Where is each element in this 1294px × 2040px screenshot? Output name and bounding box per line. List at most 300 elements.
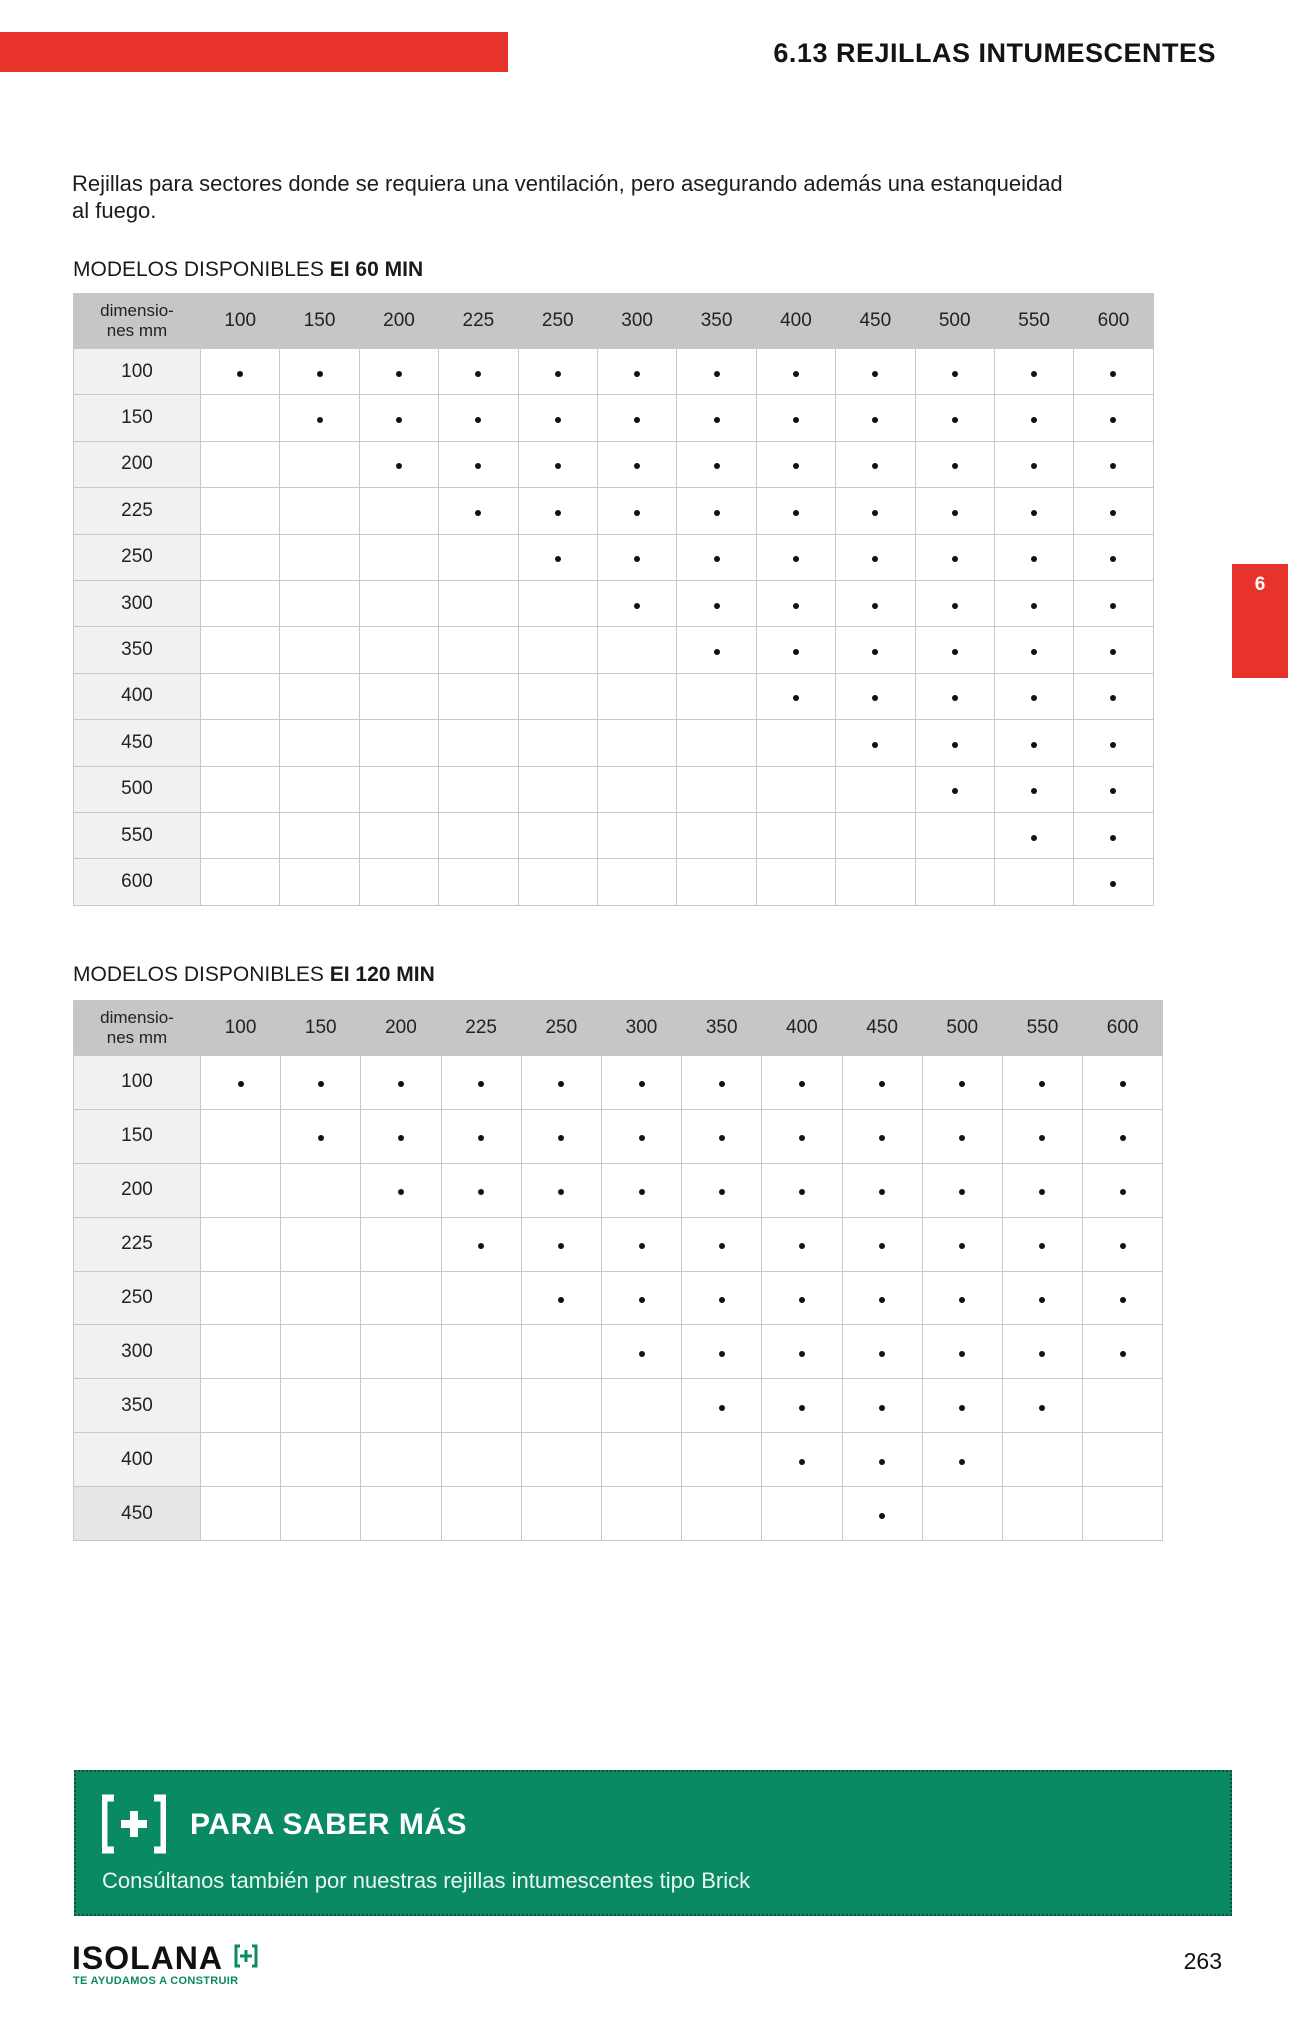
availability-cell [597,580,676,626]
available-dot-icon [1031,695,1037,701]
availability-cell [361,1379,441,1433]
column-header: 100 [201,294,280,349]
available-dot-icon [952,463,958,469]
availability-cell [201,766,280,812]
available-dot-icon [952,510,958,516]
availability-cell [521,1056,601,1110]
availability-cell [361,1163,441,1217]
availability-cell [842,1109,922,1163]
available-dot-icon [1110,463,1116,469]
column-header: 600 [1083,1001,1163,1056]
availability-cell [597,766,676,812]
availability-cell [677,720,756,766]
availability-cell [994,395,1073,441]
available-dot-icon [478,1081,484,1087]
available-dot-icon [714,371,720,377]
availability-cell [518,395,597,441]
availability-cell [201,441,280,487]
available-dot-icon [952,603,958,609]
column-header: 500 [922,1001,1002,1056]
availability-cell [1002,1056,1082,1110]
available-dot-icon [558,1189,564,1195]
column-header: 600 [1074,294,1153,349]
availability-cell [359,859,438,905]
availability-cell [836,488,915,534]
dimension-corner-label: dimensio- nes mm [74,1001,201,1056]
column-header: 400 [762,1001,842,1056]
header-red-bar [0,32,508,72]
availability-cell [280,580,359,626]
column-header: 400 [756,294,835,349]
available-dot-icon [634,463,640,469]
availability-cell [601,1109,681,1163]
availability-cell [994,488,1073,534]
availability-cell [441,1433,521,1487]
available-dot-icon [1110,649,1116,655]
row-header: 550 [74,812,201,858]
available-dot-icon [475,371,481,377]
info-box-title: PARA SABER MÁS [190,1808,468,1841]
available-dot-icon [1110,510,1116,516]
availability-cell [518,673,597,719]
row-header: 250 [74,1271,201,1325]
available-dot-icon [398,1135,404,1141]
availability-cell [1002,1271,1082,1325]
row-header: 150 [74,1109,201,1163]
availability-cell [922,1325,1002,1379]
availability-cell [201,859,280,905]
availability-cell [518,720,597,766]
table-row [74,1217,1163,1271]
availability-cell [915,859,994,905]
available-dot-icon [1120,1135,1126,1141]
availability-cell [441,1379,521,1433]
available-dot-icon [1120,1297,1126,1303]
availability-cell [1074,812,1153,858]
availability-cell [1083,1487,1163,1541]
available-dot-icon [714,649,720,655]
row-header: 100 [74,349,201,395]
available-dot-icon [719,1405,725,1411]
availability-cell [1083,1109,1163,1163]
column-header: 350 [677,294,756,349]
available-dot-icon [879,1135,885,1141]
row-header: 400 [74,673,201,719]
available-dot-icon [799,1405,805,1411]
availability-cell [994,441,1073,487]
available-dot-icon [475,463,481,469]
available-dot-icon [799,1081,805,1087]
availability-cell [439,673,518,719]
availability-cell [281,1217,361,1271]
available-dot-icon [872,510,878,516]
chapter-tab-label: 6 [1254,574,1266,595]
column-header: 225 [441,1001,521,1056]
available-dot-icon [872,463,878,469]
availability-cell [836,627,915,673]
plus-bracket-icon [102,1794,166,1854]
availability-cell [601,1217,681,1271]
availability-cell [201,1056,281,1110]
available-dot-icon [1031,835,1037,841]
table-row [74,1109,1163,1163]
availability-cell [762,1056,842,1110]
availability-cell [836,349,915,395]
column-header: 250 [518,294,597,349]
availability-cell [1083,1163,1163,1217]
available-dot-icon [719,1351,725,1357]
table-1-heading [73,258,423,282]
available-dot-icon [475,417,481,423]
availability-cell [441,1325,521,1379]
availability-cell [682,1109,762,1163]
available-dot-icon [872,371,878,377]
available-dot-icon [879,1405,885,1411]
availability-cell [518,349,597,395]
availability-cell [439,859,518,905]
availability-cell [842,1379,922,1433]
available-dot-icon [634,417,640,423]
availability-cell [922,1109,1002,1163]
availability-cell [1074,395,1153,441]
available-dot-icon [555,463,561,469]
availability-cell [762,1217,842,1271]
availability-cell [756,395,835,441]
availability-cell [677,441,756,487]
availability-cell [201,1325,281,1379]
available-dot-icon [959,1189,965,1195]
available-dot-icon [634,371,640,377]
availability-cell [359,534,438,580]
availability-cell [601,1487,681,1541]
availability-cell [1083,1379,1163,1433]
available-dot-icon [714,603,720,609]
available-dot-icon [1039,1405,1045,1411]
available-dot-icon [639,1351,645,1357]
table-row [74,766,1154,812]
column-header: 200 [361,1001,441,1056]
availability-cell [994,627,1073,673]
row-header: 350 [74,1379,201,1433]
availability-cell [521,1433,601,1487]
row-header: 500 [74,766,201,812]
available-dot-icon [952,742,958,748]
availability-cell [922,1056,1002,1110]
chapter-tab[interactable] [1232,564,1288,678]
table-row [74,627,1154,673]
availability-cell [677,580,756,626]
available-dot-icon [793,510,799,516]
available-dot-icon [238,1081,244,1087]
available-dot-icon [1031,649,1037,655]
availability-cell [682,1433,762,1487]
availability-cell [359,627,438,673]
availability-cell [280,859,359,905]
available-dot-icon [555,556,561,562]
available-dot-icon [639,1135,645,1141]
availability-cell [441,1487,521,1541]
table-row [74,1163,1163,1217]
table-row [74,812,1154,858]
availability-cell [518,580,597,626]
availability-cell [922,1487,1002,1541]
availability-cell [1002,1109,1082,1163]
availability-cell [1074,349,1153,395]
available-dot-icon [1110,371,1116,377]
availability-cell [280,627,359,673]
availability-cell [762,1109,842,1163]
table-row [74,441,1154,487]
availability-cell [281,1163,361,1217]
table-row [74,1325,1163,1379]
available-dot-icon [475,510,481,516]
availability-cell [441,1109,521,1163]
availability-cell [201,1379,281,1433]
available-dot-icon [793,649,799,655]
available-dot-icon [1110,835,1116,841]
table-row [74,534,1154,580]
availability-cell [915,720,994,766]
table-row [74,720,1154,766]
available-dot-icon [398,1189,404,1195]
availability-cell [836,766,915,812]
available-dot-icon [1039,1297,1045,1303]
table-2-heading-prefix: MODELOS DISPONIBLES [73,963,330,986]
available-dot-icon [639,1297,645,1303]
column-header: 550 [994,294,1073,349]
availability-cell [521,1271,601,1325]
table-2-heading-bold: EI 120 MIN [329,963,435,986]
isolana-logo [72,1940,272,1990]
row-header: 250 [74,534,201,580]
available-dot-icon [714,510,720,516]
available-dot-icon [639,1243,645,1249]
availability-cell [994,766,1073,812]
availability-cell [601,1163,681,1217]
column-header: 150 [280,294,359,349]
available-dot-icon [959,1243,965,1249]
logo-word: ISOLANA [72,1940,223,1976]
logo-plus-icon [234,1944,258,1968]
availability-cell [281,1487,361,1541]
available-dot-icon [719,1243,725,1249]
availability-cell [915,534,994,580]
availability-cell [994,673,1073,719]
availability-cell [756,859,835,905]
availability-cell [994,859,1073,905]
table-row [74,488,1154,534]
availability-cell [441,1271,521,1325]
row-header: 200 [74,1163,201,1217]
availability-cell [601,1379,681,1433]
availability-cell [1074,859,1153,905]
table-row [74,1271,1163,1325]
available-dot-icon [793,603,799,609]
available-dot-icon [555,510,561,516]
available-dot-icon [396,417,402,423]
available-dot-icon [558,1297,564,1303]
available-dot-icon [1039,1081,1045,1087]
availability-cell [359,395,438,441]
available-dot-icon [555,417,561,423]
available-dot-icon [1110,417,1116,423]
availability-table-ei60 [73,293,1154,906]
available-dot-icon [959,1081,965,1087]
column-header: 150 [281,1001,361,1056]
available-dot-icon [952,371,958,377]
availability-cell [280,766,359,812]
available-dot-icon [1031,788,1037,794]
row-header: 400 [74,1433,201,1487]
availability-cell [518,488,597,534]
availability-cell [1074,488,1153,534]
availability-cell [677,859,756,905]
availability-cell [518,859,597,905]
available-dot-icon [639,1189,645,1195]
availability-cell [597,720,676,766]
column-header: 450 [842,1001,922,1056]
available-dot-icon [799,1297,805,1303]
availability-cell [439,627,518,673]
availability-cell [521,1325,601,1379]
availability-cell [915,349,994,395]
available-dot-icon [1120,1081,1126,1087]
availability-cell [915,441,994,487]
availability-cell [1002,1433,1082,1487]
availability-cell [682,1271,762,1325]
availability-cell [281,1325,361,1379]
row-header: 450 [74,720,201,766]
availability-cell [439,441,518,487]
availability-cell [836,673,915,719]
available-dot-icon [952,788,958,794]
available-dot-icon [793,556,799,562]
available-dot-icon [719,1135,725,1141]
availability-cell [836,580,915,626]
row-header: 300 [74,1325,201,1379]
availability-cell [677,349,756,395]
available-dot-icon [317,371,323,377]
available-dot-icon [318,1081,324,1087]
availability-cell [597,627,676,673]
available-dot-icon [396,463,402,469]
availability-cell [682,1325,762,1379]
availability-cell [842,1433,922,1487]
availability-cell [1083,1433,1163,1487]
availability-cell [756,534,835,580]
availability-cell [280,720,359,766]
availability-cell [201,395,280,441]
availability-cell [836,720,915,766]
availability-cell [281,1109,361,1163]
available-dot-icon [1031,603,1037,609]
available-dot-icon [793,417,799,423]
availability-cell [597,534,676,580]
available-dot-icon [952,649,958,655]
available-dot-icon [879,1081,885,1087]
availability-cell [281,1056,361,1110]
availability-cell [201,580,280,626]
available-dot-icon [1110,603,1116,609]
logo-tagline: TE AYUDAMOS A CONSTRUIR [73,1975,239,1987]
availability-cell [1002,1163,1082,1217]
availability-cell [915,627,994,673]
available-dot-icon [799,1189,805,1195]
availability-cell [842,1271,922,1325]
availability-cell [359,580,438,626]
column-header: 500 [915,294,994,349]
availability-cell [1074,441,1153,487]
availability-cell [842,1487,922,1541]
available-dot-icon [879,1297,885,1303]
table-row [74,1433,1163,1487]
availability-cell [842,1325,922,1379]
availability-cell [518,534,597,580]
table-row [74,580,1154,626]
row-header: 300 [74,580,201,626]
available-dot-icon [879,1513,885,1519]
info-box [74,1770,1232,1916]
available-dot-icon [1120,1189,1126,1195]
available-dot-icon [879,1243,885,1249]
availability-cell [922,1433,1002,1487]
availability-cell [836,534,915,580]
availability-cell [201,812,280,858]
table-2-heading [73,963,435,987]
availability-cell [762,1433,842,1487]
available-dot-icon [396,371,402,377]
availability-cell [677,766,756,812]
availability-cell [994,349,1073,395]
availability-cell [361,1056,441,1110]
availability-cell [915,580,994,626]
available-dot-icon [793,463,799,469]
availability-cell [1074,673,1153,719]
available-dot-icon [719,1297,725,1303]
availability-cell [361,1109,441,1163]
availability-cell [682,1217,762,1271]
availability-cell [439,720,518,766]
available-dot-icon [952,695,958,701]
column-header: 300 [601,1001,681,1056]
availability-cell [836,441,915,487]
table-row [74,1379,1163,1433]
availability-cell [601,1271,681,1325]
availability-cell [677,534,756,580]
available-dot-icon [799,1351,805,1357]
availability-cell [361,1487,441,1541]
availability-cell [682,1379,762,1433]
available-dot-icon [398,1081,404,1087]
availability-cell [756,627,835,673]
availability-cell [994,580,1073,626]
availability-cell [201,1217,281,1271]
available-dot-icon [714,417,720,423]
availability-cell [280,812,359,858]
available-dot-icon [872,742,878,748]
available-dot-icon [1039,1243,1045,1249]
availability-cell [518,766,597,812]
availability-cell [201,1109,281,1163]
availability-cell [201,1271,281,1325]
row-header: 350 [74,627,201,673]
available-dot-icon [1120,1243,1126,1249]
table-row [74,859,1154,905]
row-header: 600 [74,859,201,905]
available-dot-icon [714,556,720,562]
availability-cell [677,812,756,858]
available-dot-icon [793,371,799,377]
